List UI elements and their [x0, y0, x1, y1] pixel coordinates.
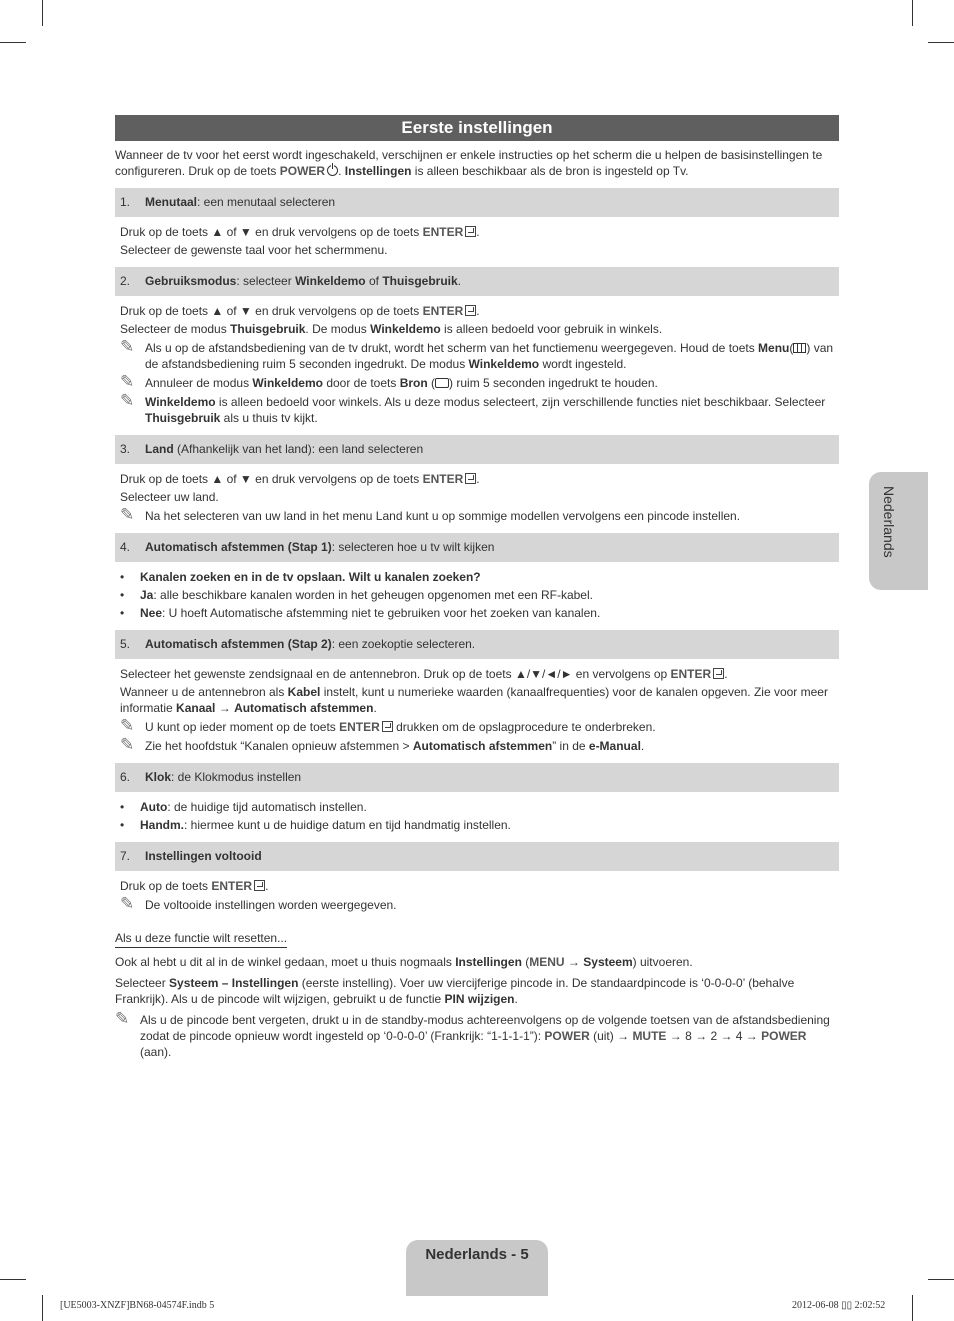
reset-heading: Als u deze functie wilt resetten... — [115, 930, 287, 948]
step-3-header: 3. Land (Afhankelijk van het land): een land selecteren — [115, 435, 839, 464]
list-item: • Kanalen zoeken en in de tv opslaan. Wilt u kanalen zoeken? — [120, 569, 839, 585]
step-6-header: 6. Klok: de Klokmodus instellen — [115, 763, 839, 792]
enter-icon — [713, 668, 724, 679]
step-6-body — [115, 799, 839, 833]
list-item: • Handm.: hiermee kunt u de huidige datum en tijd handmatig instellen. — [120, 817, 839, 833]
print-info-left: [UE5003-XNZF]BN68-04574F.indb 5 — [60, 1300, 215, 1311]
enter-icon — [254, 880, 265, 891]
enter-icon — [465, 473, 476, 484]
note: ✎ Winkeldemo is alleen bedoeld voor winkels. Als u deze modus selecteert, zijn verschillende functies niet beschikbaar. Selecteer Thuisgebruik als u thuis tv kijkt. — [120, 391, 826, 425]
step-5-header: 5. Automatisch afstemmen (Stap 2): een zoekoptie selecteren. — [115, 630, 839, 659]
print-info-right: 2012-06-08 ▯▯ 2:02:52 — [792, 1300, 886, 1311]
reset-section: Als u deze functie wilt resetten... Ook al hebt u dit al in de winkel gedaan, moet u thuis nogmaals Instellingen (MENU → Systeem) uitvoeren. Selecteer Systeem – Instellingen (eerste instelling). Voer uw viercijferige pincode in. De standaardpincode is ‘0-0-0-0’ (behalve Frankrijk). Als u de pincode wilt wijzigen, gebruikt u de functie PIN wijzigen. ✎ Als u de pincode bent vergeten, drukt u in de standby-modus achtereenvolgens op de volgende toetsen van de afstandsbediening zodat de pincode opnieuw wordt ingesteld op ‘0-0-0-0’ (Frankrijk: “1-1-1-1”): POWER (uit) → MUTE → 8 → 2 → 4 → POWER (aan). — [115, 922, 839, 1060]
menu-icon — [793, 343, 806, 353]
step-1-header: 1. Menutaal: een menutaal selecteren — [115, 188, 839, 217]
list-item: • Auto: de huidige tijd automatisch instellen. — [120, 799, 839, 815]
enter-icon — [465, 305, 476, 316]
step-7-body: Druk op de toets ENTER . ✎ De voltooide instellingen worden weergegeven. — [115, 878, 839, 913]
pencil-icon: ✎ — [120, 337, 135, 356]
enter-icon — [465, 226, 476, 237]
step-7-header: 7. Instellingen voltooid — [115, 842, 839, 871]
page-number-tab: Nederlands - 5 — [406, 1240, 548, 1296]
note: ✎ U kunt op ieder moment op de toets ENTER drukken om de opslagprocedure te onderbreken. — [120, 716, 656, 735]
intro-text: Wanneer de tv voor het eerst wordt ingeschakeld, verschijnen er enkele instructies op het scherm die u helpen de basisinstellingen te configureren. Druk op de toets POWER . Instellingen is alleen beschikbaar als de bron is ingesteld op Tv. — [115, 148, 823, 178]
power-key-label: POWER — [279, 164, 326, 178]
crop-mark — [42, 1295, 43, 1321]
main-content — [115, 147, 839, 1063]
crop-mark — [0, 42, 26, 43]
pencil-icon: ✎ — [120, 372, 135, 391]
pencil-icon: ✎ — [120, 505, 135, 524]
note: ✎ Als u de pincode bent vergeten, drukt u in de standby-modus achtereenvolgens op de volgende toetsen van de afstandsbediening zodat de pincode opnieuw wordt ingesteld op ‘0-0-0-0’ (Frankrijk: “1-1-1-1”): POWER (uit) → MUTE → 8 → 2 → 4 → POWER (aan). — [115, 1009, 830, 1059]
crop-mark — [42, 0, 43, 26]
enter-icon — [382, 721, 393, 732]
step-4-body — [115, 569, 839, 621]
step-4-header: 4. Automatisch afstemmen (Stap 1): selecteren hoe u tv wilt kijken — [115, 533, 839, 562]
step-3-body: Druk op de toets ▲ of ▼ en druk vervolgens op de toets ENTER . Selecteer uw land. ✎ Na het selecteren van uw land in het menu Land kunt u op sommige modellen vervolgens een pincode instellen. — [115, 471, 839, 524]
note: ✎ Als u op de afstandsbediening van de tv drukt, wordt het scherm van het functiemenu weergegeven. Houd de toets Menu( ) van de afstandsbediening ruim 5 seconden ingedrukt. De modus Winkeldemo wordt ingesteld. — [120, 337, 834, 371]
step-5-body: Selecteer het gewenste zendsignaal en de antennebron. Druk op de toets ▲/▼/◄/► en vervolgens op ENTER . Wanneer u de antennebron als Kabel instelt, kunt u numerieke waarden (kanaalfrequenties) voor de kanalen opgeven. Zie voor meer informatie Kanaal → Automatisch afstemmen. ✎ U kunt op ieder moment op de toets ENTER drukken om de opslagprocedure te onderbreken. ✎ Zie het hoofdstuk “Kanalen opnieuw afstemmen > Automatisch afstemmen” in de e-Manual. — [115, 666, 839, 754]
note: ✎ Annuleer de modus Winkeldemo door de toets Bron ( ) ruim 5 seconden ingedrukt te houden. — [120, 372, 658, 391]
step-1-body: Druk op de toets ▲ of ▼ en druk vervolgens op de toets ENTER . Selecteer de gewenste taal voor het schermmenu. — [120, 225, 480, 257]
note: ✎ De voltooide instellingen worden weergegeven. — [120, 894, 397, 913]
side-tab-label: Nederlands — [881, 486, 897, 558]
crop-mark — [912, 0, 913, 26]
step-2-header: 2. Gebruiksmodus: selecteer Winkeldemo of Thuisgebruik. — [115, 267, 839, 296]
page-title: Eerste instellingen — [115, 115, 839, 141]
list-item: • Nee: U hoeft Automatische afstemming niet te gebruiken voor het zoeken van kanalen. — [120, 605, 839, 621]
pencil-icon: ✎ — [120, 716, 135, 735]
crop-mark — [928, 42, 954, 43]
pencil-icon: ✎ — [115, 1009, 130, 1028]
power-icon — [327, 165, 338, 176]
crop-mark — [928, 1279, 954, 1280]
pencil-icon: ✎ — [120, 735, 135, 754]
note: ✎ Na het selecteren van uw land in het menu Land kunt u op sommige modellen vervolgens een pincode instellen. — [120, 505, 741, 524]
crop-mark — [912, 1295, 913, 1321]
list-item: • Ja: alle beschikbare kanalen worden in het geheugen opgenomen met een RF-kabel. — [120, 587, 839, 603]
pencil-icon: ✎ — [120, 894, 135, 913]
language-side-tab — [869, 472, 928, 590]
source-icon — [435, 378, 449, 388]
step-2-body: Druk op de toets ▲ of ▼ en druk vervolgens op de toets ENTER . Selecteer de modus Thuisgebruik. De modus Winkeldemo is alleen bedoeld voor gebruik in winkels. ✎ Als u op de afstandsbediening van de tv drukt, wordt het scherm van het functiemenu weergegeven. Houd de toets Menu( ) van de afstandsbediening ruim 5 seconden ingedrukt. De modus Winkeldemo wordt ingesteld. ✎ Annuleer de modus Winkeldemo door de toets Bron ( ) ruim 5 seconden ingedrukt te houden. ✎ Winkeldemo is alleen bedoeld voor winkels. Als u deze modus selecteert, zijn verschillende functies niet beschikbaar. Selecteer Thuisgebruik als u thuis tv kijkt. — [115, 303, 839, 426]
note: ✎ Zie het hoofdstuk “Kanalen opnieuw afstemmen > Automatisch afstemmen” in de e-Manual. — [120, 735, 645, 754]
pencil-icon: ✎ — [120, 391, 135, 410]
crop-mark — [0, 1279, 26, 1280]
